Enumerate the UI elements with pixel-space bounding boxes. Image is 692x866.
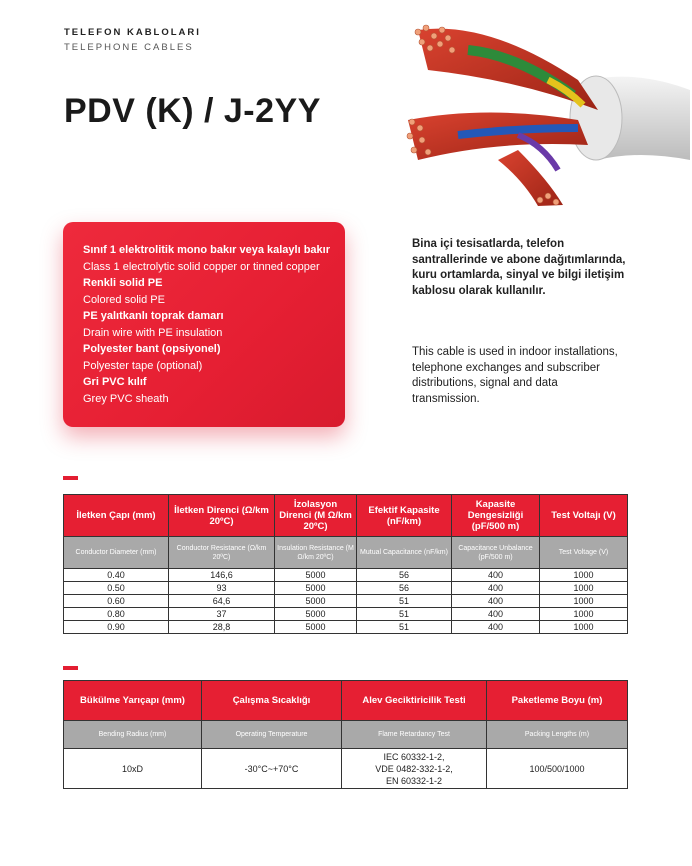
table-row (64, 749, 628, 789)
table-cell: 400 (452, 569, 540, 582)
feature-en: Drain wire with PE insulation (83, 326, 223, 339)
feature-item (83, 242, 331, 275)
column-subheader: Mutual Capacitance (nF/km) (357, 537, 452, 569)
column-subheader: Operating Temperature (202, 721, 342, 749)
table-cell: 0.80 (64, 608, 169, 621)
table-cell: 1000 (540, 569, 628, 582)
cable-image (398, 10, 690, 206)
column-subheader: Bending Radius (mm) (64, 721, 202, 749)
table-cell: 0.50 (64, 582, 169, 595)
feature-tr: Gri PVC kılıf (83, 376, 147, 388)
table-subheader-row (64, 721, 628, 749)
table-cell: 1000 (540, 608, 628, 621)
table-row (64, 569, 628, 582)
column-subheader: Conductor Diameter (mm) (64, 537, 169, 569)
description-tr: Bina içi tesisatlarda, telefon santrallerinde ve abone dağıtımlarında, kuru ortamlarda, sinyal ve bilgi iletişim kablosu olarak kullanılır. (412, 238, 626, 297)
table-header-row (64, 495, 628, 537)
table-cell: 56 (357, 582, 452, 595)
column-subheader: Conductor Resistance (Ω/km 20ºC) (169, 537, 275, 569)
feature-en: Class 1 electrolytic solid copper or tinned copper (83, 260, 320, 273)
table-cell: 5000 (275, 621, 357, 634)
flame-standard: VDE 0482-332-1-2, (375, 763, 453, 774)
table-cell: 400 (452, 621, 540, 634)
column-header: Alev Geciktiricilik Testi (342, 681, 487, 721)
column-subheader: Test Voltage (V) (540, 537, 628, 569)
feature-item (83, 374, 331, 407)
feature-en: Colored solid PE (83, 293, 165, 306)
table-cell: 5000 (275, 608, 357, 621)
table-subheader-row (64, 537, 628, 569)
table-cell: 93 (169, 582, 275, 595)
feature-tr: Sınıf 1 elektrolitik mono bakır veya kalaylı bakır (83, 244, 330, 256)
category-title-tr: TELEFON KABLOLARI (64, 27, 201, 38)
table-cell (342, 749, 487, 789)
column-header: İzolasyon Direnci (M Ω/km 20ºC) (275, 495, 357, 537)
table-row (64, 608, 628, 621)
table-cell: 10xD (64, 749, 202, 789)
table-cell: 28,8 (169, 621, 275, 634)
feature-en: Grey PVC sheath (83, 392, 169, 405)
table-row (64, 621, 628, 634)
column-subheader: Insulation Resistance (M Ω/km 20ºC) (275, 537, 357, 569)
product-title: PDV (K) / J-2YY (64, 92, 321, 130)
mechanical-properties-table (63, 680, 628, 789)
table-cell: 5000 (275, 582, 357, 595)
feature-tr: Renkli solid PE (83, 277, 163, 289)
category-title-en: TELEPHONE CABLES (64, 42, 194, 53)
features-box (63, 222, 345, 427)
column-header: İletken Çapı (mm) (64, 495, 169, 537)
table-cell: 100/500/1000 (487, 749, 628, 789)
table-header-row (64, 681, 628, 721)
feature-tr: PE yalıtkanlı toprak damarı (83, 310, 224, 322)
column-header: Efektif Kapasite (nF/km) (357, 495, 452, 537)
flame-standard: IEC 60332-1-2, (383, 751, 445, 762)
table-cell: 5000 (275, 595, 357, 608)
column-subheader: Flame Retardancy Test (342, 721, 487, 749)
column-header: Paketleme Boyu (m) (487, 681, 628, 721)
column-subheader: Capacitance Unbalance (pF/500 m) (452, 537, 540, 569)
table-cell: 400 (452, 582, 540, 595)
column-header: Bükülme Yarıçapı (mm) (64, 681, 202, 721)
table-cell: 1000 (540, 621, 628, 634)
column-header: İletken Direnci (Ω/km 20ºC) (169, 495, 275, 537)
table-cell: 51 (357, 621, 452, 634)
flame-standard: EN 60332-1-2 (385, 775, 443, 786)
table-cell: 1000 (540, 582, 628, 595)
description-en: This cable is used in indoor installations, telephone exchanges and subscriber distributions, signal and data transmission. (412, 346, 618, 405)
table-row (64, 595, 628, 608)
column-header: Test Voltajı (V) (540, 495, 628, 537)
table-cell: 51 (357, 608, 452, 621)
feature-item (83, 308, 331, 341)
column-subheader: Packing Lengths (m) (487, 721, 628, 749)
table-cell: -30°C~+70°C (202, 749, 342, 789)
table-cell: 1000 (540, 595, 628, 608)
table-cell: 0.60 (64, 595, 169, 608)
table-cell: 64,6 (169, 595, 275, 608)
table-cell: 5000 (275, 569, 357, 582)
table-cell: 37 (169, 608, 275, 621)
section-marker (63, 476, 78, 480)
table-cell: 146,6 (169, 569, 275, 582)
table-cell: 56 (357, 569, 452, 582)
electrical-properties-table (63, 494, 628, 634)
section-marker (63, 666, 78, 670)
feature-tr: Polyester bant (opsiyonel) (83, 343, 221, 355)
column-header: Çalışma Sıcaklığı (202, 681, 342, 721)
table-row (64, 582, 628, 595)
table-cell: 51 (357, 595, 452, 608)
table-cell: 0.40 (64, 569, 169, 582)
feature-item (83, 275, 331, 308)
table-cell: 400 (452, 608, 540, 621)
column-header: Kapasite Dengesizliği (pF/500 m) (452, 495, 540, 537)
feature-item (83, 341, 331, 374)
feature-en: Polyester tape (optional) (83, 359, 203, 372)
table-cell: 0.90 (64, 621, 169, 634)
table-cell: 400 (452, 595, 540, 608)
